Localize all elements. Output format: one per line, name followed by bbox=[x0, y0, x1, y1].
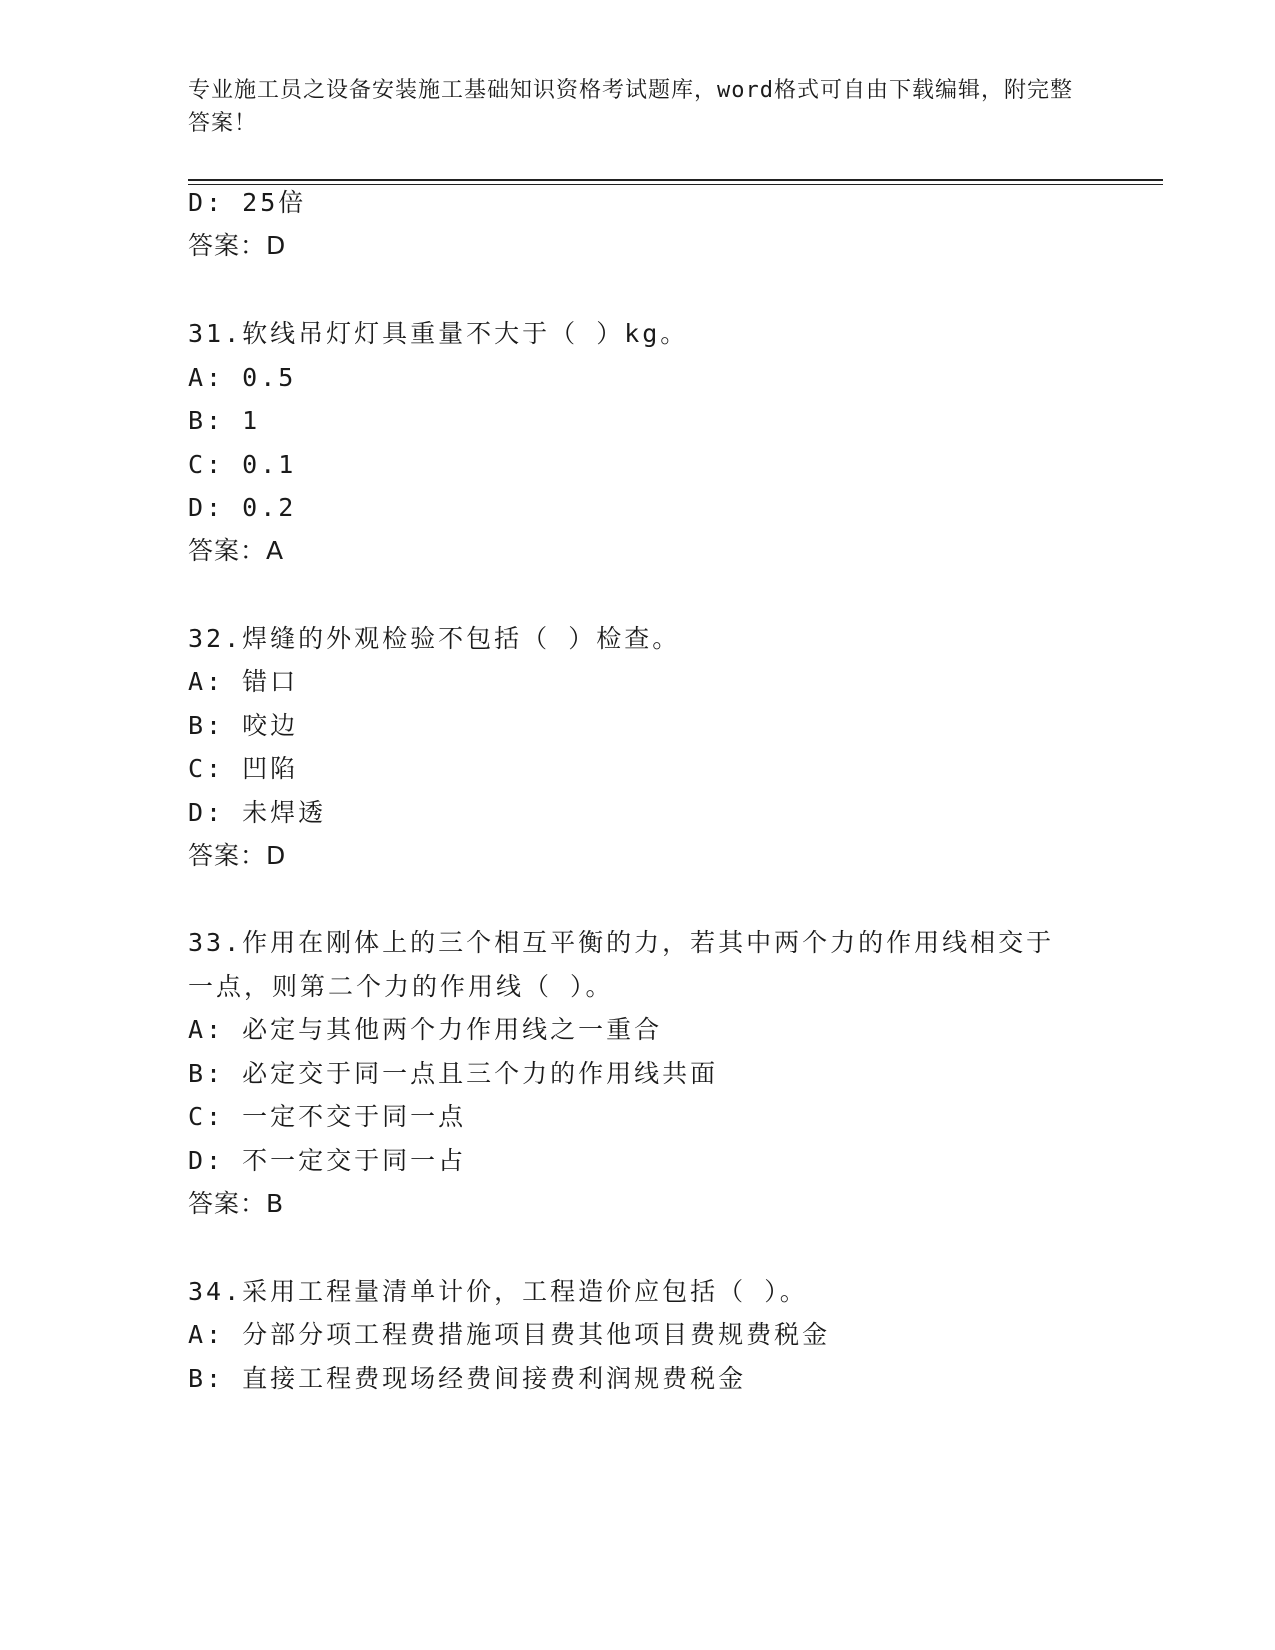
q32-answer: 答案：D bbox=[188, 841, 287, 870]
q33-option-d: D: 不一定交于同一占 bbox=[188, 1146, 467, 1175]
q32-stem: 32.焊缝的外观检验不包括（ ）检查。 bbox=[188, 624, 681, 653]
header-divider-thin bbox=[188, 184, 1163, 185]
q31-option-b: B: 1 bbox=[188, 406, 261, 435]
q32-option-c: C: 凹陷 bbox=[188, 754, 299, 783]
q34-stem: 34.采用工程量清单计价，工程造价应包括（ ）。 bbox=[188, 1277, 808, 1306]
q31-answer: 答案：A bbox=[188, 536, 285, 565]
q33-option-b: B: 必定交于同一点且三个力的作用线共面 bbox=[188, 1059, 719, 1088]
q32-option-b: B: 咬边 bbox=[188, 711, 299, 740]
q30-option-d: D: 25倍 bbox=[188, 188, 307, 217]
q33-stem-line-1: 33.作用在刚体上的三个相互平衡的力，若其中两个力的作用线相交于 bbox=[188, 928, 1055, 957]
q31-option-c: C: 0.1 bbox=[188, 450, 297, 479]
q31-option-a: A: 0.5 bbox=[188, 363, 297, 392]
q33-option-a: A: 必定与其他两个力作用线之一重合 bbox=[188, 1015, 663, 1044]
q34-option-b: B: 直接工程费现场经费间接费利润规费税金 bbox=[188, 1364, 747, 1393]
header-divider bbox=[188, 179, 1163, 181]
header-note: 专业施工员之设备安装施工基础知识资格考试题库，word格式可自由下载编辑，附完整答案！ bbox=[188, 78, 1073, 136]
q34-option-a: A: 分部分项工程费措施项目费其他项目费规费税金 bbox=[188, 1320, 831, 1349]
q33-answer: 答案：B bbox=[188, 1189, 285, 1218]
q32-option-d: D: 未焊透 bbox=[188, 798, 327, 827]
q30-answer: 答案：D bbox=[188, 231, 287, 260]
q33-option-c: C: 一定不交于同一点 bbox=[188, 1102, 467, 1131]
q31-option-d: D: 0.2 bbox=[188, 493, 297, 522]
q33-stem-line-2: 一点，则第二个力的作用线（ ）。 bbox=[188, 972, 614, 1001]
q32-option-a: A: 错口 bbox=[188, 667, 299, 696]
q31-stem: 31.软线吊灯灯具重量不大于（ ）kg。 bbox=[188, 319, 689, 348]
